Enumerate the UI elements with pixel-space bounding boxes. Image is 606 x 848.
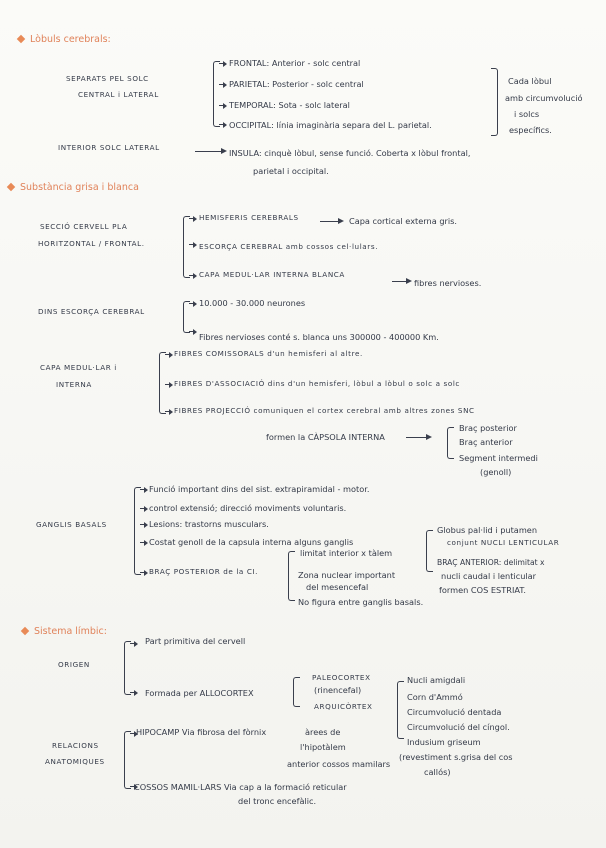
arqui-item: Nucli amigdali	[407, 675, 466, 685]
lobuls-note: amb circumvolució	[505, 93, 583, 103]
arrow-icon	[130, 733, 135, 734]
arrow-icon	[392, 281, 410, 282]
substancia-item: ESCORÇA CEREBRAL amb cossos cel·lulars.	[199, 242, 379, 251]
arrow-icon	[189, 275, 194, 276]
lobul-item: OCCIPITAL: línia imaginària separa del L. parietal.	[229, 120, 432, 130]
limbic-title: Sistema límbic:	[34, 626, 107, 637]
arqui-item: callós)	[424, 767, 451, 777]
arqui-item: Corn d'Ammó	[407, 692, 463, 702]
arrow-icon	[189, 244, 194, 245]
arrow-icon	[130, 692, 135, 693]
relacions-label: RELACIONS	[52, 741, 99, 750]
fibres-item: FIBRES COMISSORALS d'un hemisferi al altre.	[174, 349, 363, 358]
globus-text: conjunt NUCLI LENTICULAR	[447, 538, 560, 547]
hipocamp-text: HIPOCAMP Via fibrosa del fòrnix	[136, 727, 267, 737]
brace	[397, 681, 404, 739]
lobul-item: FRONTAL: Anterior - solc central	[229, 58, 361, 68]
arrow-icon	[219, 84, 224, 85]
section-title-limbic	[22, 626, 107, 637]
bullet-icon	[17, 35, 25, 43]
bullet-icon	[21, 627, 29, 635]
arqui-item: Circumvolució dentada	[407, 707, 502, 717]
lobuls-left-label-2: CENTRAL i LATERAL	[78, 90, 159, 99]
bullet-icon	[7, 183, 15, 191]
section-title-lobuls	[18, 34, 111, 45]
braz-text: formen COS ESTRIAT.	[439, 585, 526, 595]
lobul-item: TEMPORAL: Sota - solc lateral	[229, 100, 350, 110]
brace	[447, 427, 454, 459]
arrow-icon	[189, 218, 194, 219]
brace	[288, 551, 295, 601]
origen-item: Part primitiva del cervell	[145, 636, 246, 646]
ganglis-item: BRAÇ POSTERIOR de la CI.	[149, 567, 259, 576]
ganglis-label: GANGLIS BASALS	[36, 520, 107, 529]
arrow-icon	[140, 508, 145, 509]
brace	[213, 61, 220, 127]
areas-text: anterior cossos mamilars	[287, 759, 391, 769]
zona-text: Zona nuclear important	[298, 570, 396, 580]
arrow-icon	[320, 221, 342, 222]
zona-text: del mesencefal	[306, 582, 369, 592]
capsula-item: Segment intermedi	[459, 453, 538, 463]
arqui-item: Circumvolució del cíngol.	[407, 722, 510, 732]
substancia-item: HEMISFERIS CEREBRALS	[199, 213, 299, 222]
arrow-icon	[406, 437, 430, 438]
origen-label: ORIGEN	[58, 660, 90, 669]
arqui-item: Indusium griseum	[407, 737, 481, 747]
brace	[159, 352, 166, 414]
brace	[293, 677, 300, 707]
ganglis-item: Funció important dins del sist. extrapiramidal - motor.	[149, 484, 370, 494]
no-figura-text: No figura entre ganglis basals.	[298, 597, 424, 607]
capa-label: INTERNA	[56, 380, 92, 389]
arrow-icon	[140, 542, 145, 543]
paleo-label: PALEOCORTEX	[312, 673, 371, 682]
brace	[124, 641, 131, 695]
dins-label: DINS ESCORÇA CEREBRAL	[38, 307, 145, 316]
lobuls-left-label-1: SEPARATS PEL SOLC	[66, 74, 149, 83]
arrow-icon	[189, 331, 194, 332]
capsula-item: Braç posterior	[459, 423, 517, 433]
fibres-item: FIBRES D'ASSOCIACIÓ dins d'un hemisferi, lòbul a lòbul o solc a solc	[174, 379, 460, 388]
capa-label: CAPA MEDUL·LAR i	[40, 363, 117, 372]
capsula-item: (genoll)	[480, 467, 512, 477]
brace	[134, 487, 141, 575]
capsula-item: Braç anterior	[459, 437, 513, 447]
ganglis-item: Costat genoll de la capsula interna alguns ganglis	[149, 537, 354, 547]
areas-text: àrees de	[305, 727, 341, 737]
brace	[183, 216, 190, 278]
lobuls-note: i solcs	[514, 109, 540, 119]
lobul-item: PARIETAL: Posterior - solc central	[229, 79, 364, 89]
arrow-icon	[140, 572, 145, 573]
dins-item: Fibres nervioses conté s. blanca uns 300000 - 400000 Km.	[199, 332, 439, 342]
fibres-item: FIBRES PROJECCIÓ comuniquen el cortex cerebral amb altres zones SNC	[174, 406, 475, 415]
seccio-label: HORITZONTAL / FRONTAL.	[38, 239, 145, 248]
brace	[124, 731, 131, 789]
areas-text: l'hipotàlem	[300, 742, 346, 752]
ganglis-item: control extensió; direcció moviments voluntaris.	[149, 503, 347, 513]
arrow-icon	[195, 151, 225, 152]
capsula-text: formen la CÀPSOLA INTERNA	[266, 432, 385, 442]
limitat-text: limitat interior x tàlem	[300, 548, 393, 558]
arqui-item: (revestiment s.grisa del cos	[399, 752, 513, 762]
arrow-icon	[165, 354, 170, 355]
arrow-icon	[140, 524, 145, 525]
arqui-label: ARQUICÒRTEX	[314, 702, 373, 711]
arrow-icon	[219, 63, 224, 64]
arrow-icon	[165, 384, 170, 385]
hemisferis-result: Capa cortical externa gris.	[349, 216, 458, 226]
arrow-icon	[219, 124, 224, 125]
interior-label: INTERIOR SOLC LATERAL	[58, 143, 160, 152]
lobuls-note: Cada lòbul	[508, 76, 552, 86]
section-title-substancia	[8, 182, 139, 193]
lobuls-title: Lòbuls cerebrals:	[30, 34, 111, 45]
arrow-icon	[189, 303, 194, 304]
ganglis-item: Lesions: trastorns musculars.	[149, 519, 269, 529]
dins-item: 10.000 - 30.000 neurones	[199, 298, 306, 308]
arrow-icon	[165, 411, 170, 412]
arrow-icon	[130, 643, 135, 644]
paleo-label: (rinencefal)	[314, 685, 362, 695]
origen-item: Formada per ALLOCORTEX	[145, 688, 254, 698]
insula-text: parietal i occipital.	[253, 166, 329, 176]
brace-right	[491, 68, 498, 136]
capa-result: fibres nervioses.	[414, 278, 482, 288]
cossos-text: del tronc encefàlic.	[238, 796, 317, 806]
brace	[426, 530, 433, 572]
braz-text: nucli caudal i lenticular	[441, 571, 537, 581]
globus-text: Globus pal·lid i putamen	[437, 525, 538, 535]
relacions-label: ANATOMIQUES	[45, 757, 105, 766]
substancia-title: Substància grisa i blanca	[20, 182, 139, 193]
substancia-item: CAPA MEDUL·LAR INTERNA BLANCA	[199, 270, 345, 279]
arrow-icon	[140, 489, 145, 490]
seccio-label: SECCIÓ CERVELL PLA	[40, 222, 128, 231]
braz-text: BRAÇ ANTERIOR: delimitat x	[437, 558, 545, 567]
insula-text: INSULA: cinquè lòbul, sense funció. Coberta x lòbul frontal,	[229, 148, 471, 158]
arrow-icon	[219, 105, 224, 106]
lobuls-note: específics.	[509, 125, 552, 135]
brace	[183, 301, 190, 333]
cossos-text: COSSOS MAMIL·LARS Via cap a la formació reticular	[134, 782, 347, 792]
